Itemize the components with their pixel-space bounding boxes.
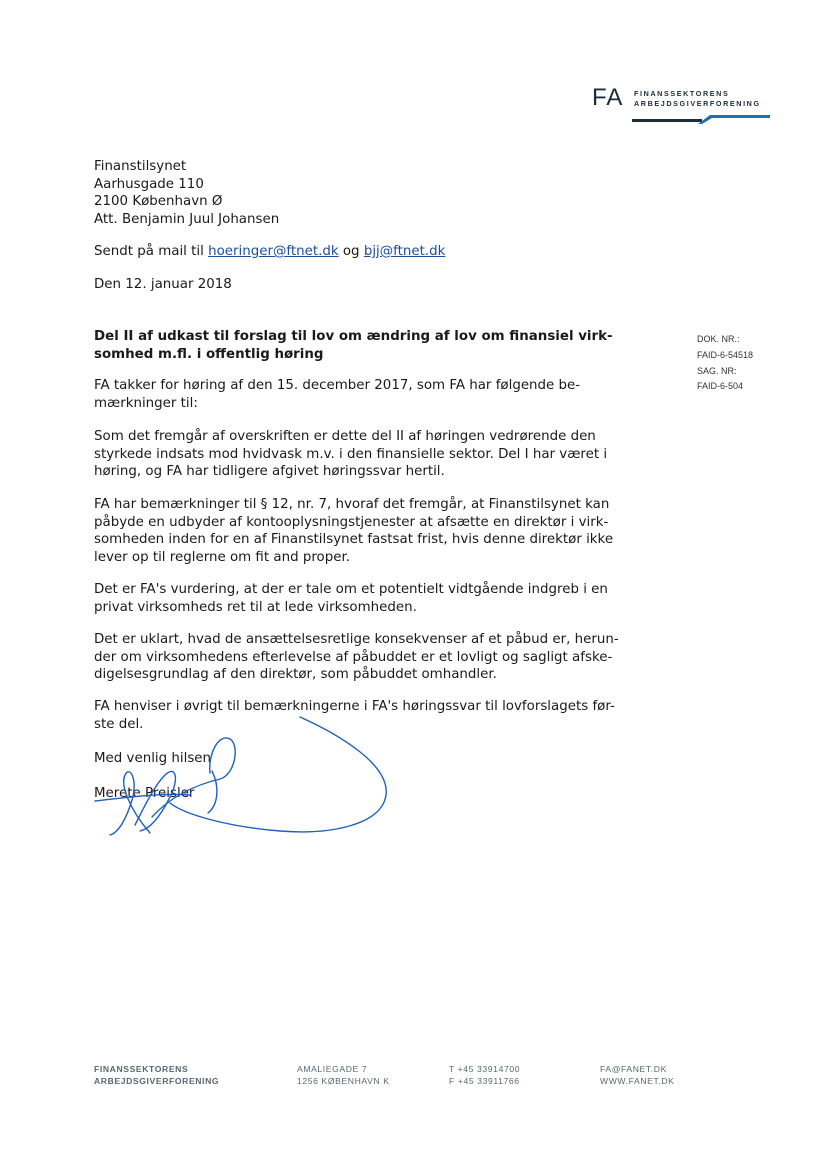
logo-mark: FA xyxy=(592,84,624,111)
logo-line-1: FINANSSEKTORENS xyxy=(634,89,730,98)
paragraph-line: lever op til reglerne om fit and proper. xyxy=(94,549,350,565)
footer-phone xyxy=(449,1064,520,1087)
email-link-bjj[interactable]: bjj@ftnet.dk xyxy=(363,244,446,259)
dok-value: FAID-6-54518 xyxy=(697,349,754,360)
paragraph-line: privat virksomheds ret til at lede virksomheden. xyxy=(94,599,417,615)
logo-bar-graphic xyxy=(632,114,770,126)
paragraph-line: digelsesgrundlag af den direktør, som påbuddet omhandler. xyxy=(94,667,497,683)
subject-line-1: Del II af udkast til forslag til lov om ændring af lov om finansiel virk- xyxy=(94,329,613,344)
sag-label: SAG. NR: xyxy=(697,365,737,376)
paragraph-line: ste del. xyxy=(94,716,144,732)
closing-greeting: Med venlig hilsen xyxy=(94,751,212,766)
footer-telephone: T +45 33914700 xyxy=(449,1064,521,1074)
footer-email[interactable]: FA@FANET.DK xyxy=(600,1064,667,1074)
paragraph-line: Det er FA's vurdering, at der er tale om et potentielt vidtgående indgreb i en xyxy=(94,582,608,597)
paragraph-2 xyxy=(94,428,607,481)
footer-fax: F +45 33911766 xyxy=(449,1075,520,1086)
recipient-line-1: Finanstilsynet xyxy=(94,159,187,174)
footer-address xyxy=(297,1064,390,1087)
footer-contact xyxy=(600,1064,675,1087)
paragraph-line: mærkninger til: xyxy=(94,395,198,411)
reference-block xyxy=(697,332,753,395)
recipient-line-3: 2100 København Ø xyxy=(94,194,223,210)
logo-text xyxy=(634,89,761,109)
paragraph-line: somheden inden for en af Finanstilsynet fastsat frist, hvis denne direktør ikke xyxy=(94,532,614,548)
dok-label: DOK. NR.: xyxy=(697,334,740,344)
recipient-address xyxy=(94,158,279,228)
sent-prefix: Sendt på mail til xyxy=(94,244,204,259)
sag-value: FAID-6-504 xyxy=(697,381,744,392)
footer-addr-line-2: 1256 KØBENHAVN K xyxy=(297,1075,390,1086)
paragraph-1 xyxy=(94,377,580,412)
sent-by-mail xyxy=(94,243,445,261)
paragraph-line: påbyde en udbyder af kontooplysningstjenester at afsætte en direktør i virk- xyxy=(94,514,609,530)
recipient-line-2: Aarhusgade 110 xyxy=(94,176,204,192)
paragraph-line: høring, og FA har tidligere afgivet høringssvar hertil. xyxy=(94,464,445,480)
paragraph-line: der om virksomhedens efterlevelse af påbuddet er et lovligt og sagligt afske- xyxy=(94,649,613,665)
paragraph-line: Det er uklart, hvad de ansættelsesretlige konsekvenser af et påbud er, herun- xyxy=(94,632,619,647)
paragraph-3 xyxy=(94,496,613,566)
paragraph-line: styrkede indsats mod hvidvask m.v. i den finansielle sektor. Del I har været i xyxy=(94,446,608,462)
footer-website[interactable]: WWW.FANET.DK xyxy=(600,1075,675,1086)
paragraph-4 xyxy=(94,581,608,616)
paragraph-line: FA har bemærkninger til § 12, nr. 7, hvoraf det fremgår, at Finanstilsynet kan xyxy=(94,497,610,512)
handwritten-signature xyxy=(90,705,400,865)
paragraph-line: FA henviser i øvrigt til bemærkningerne i FA's høringssvar til lovforslagets før- xyxy=(94,699,615,714)
footer-addr-line-1: AMALIEGADE 7 xyxy=(297,1064,368,1074)
recipient-line-4: Att. Benjamin Juul Johansen xyxy=(94,211,280,227)
sent-joiner: og xyxy=(342,244,360,259)
paragraph-line: Som det fremgår af overskriften er dette del II af høringen vedrørende den xyxy=(94,429,596,444)
signer-name: Merete Preisler xyxy=(94,786,195,801)
paragraph-5 xyxy=(94,631,619,684)
letter-subject xyxy=(94,328,613,363)
subject-line-2: somhed m.fl. i offentlig høring xyxy=(94,346,324,362)
email-link-hoeringer[interactable]: hoeringer@ftnet.dk xyxy=(208,244,339,259)
letter-date: Den 12. januar 2018 xyxy=(94,277,232,292)
logo-line-2: ARBEJDSGIVERFORENING xyxy=(634,99,761,108)
paragraph-line: FA takker for høring af den 15. december 2017, som FA har følgende be- xyxy=(94,378,581,393)
footer-organisation xyxy=(94,1064,219,1087)
footer-org-line-2: ARBEJDSGIVERFORENING xyxy=(94,1075,220,1086)
footer-org-line-1: FINANSSEKTORENS xyxy=(94,1064,189,1074)
